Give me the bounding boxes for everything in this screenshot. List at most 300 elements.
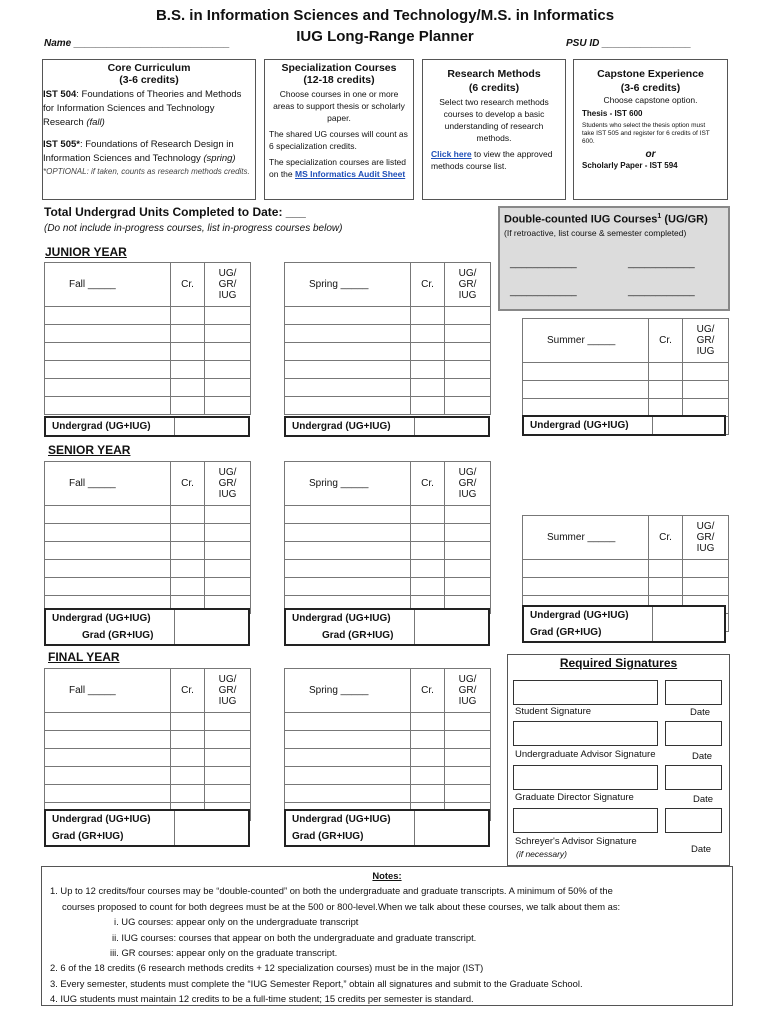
course-cell[interactable] <box>285 749 411 767</box>
credit-cell[interactable] <box>649 399 683 417</box>
level-cell[interactable] <box>683 399 729 417</box>
capstone-choose: Choose capstone option. <box>603 95 698 105</box>
capstone-thesis-note: Students who select the thesis option must take IST 505 and register for 6 credits of IST 600. <box>582 122 710 145</box>
credit-cell[interactable] <box>411 542 445 560</box>
credit-cell[interactable] <box>411 343 445 361</box>
total-undergrad-units[interactable]: Total Undergrad Units Completed to Date: ___ <box>44 205 306 219</box>
ist505-text: : Foundations of Research Design in Information Sciences and Technology <box>43 139 234 164</box>
course-cell[interactable] <box>285 307 411 325</box>
capstone-title: Capstone Experience <box>597 68 704 80</box>
level-cell[interactable] <box>683 363 729 381</box>
grad-total-value[interactable] <box>174 828 250 845</box>
level-cell[interactable] <box>205 560 251 578</box>
grad-director-signature-label: Graduate Director Signature <box>515 792 634 803</box>
junior-fall-cr-header: Cr. <box>171 263 205 307</box>
level-cell[interactable] <box>445 785 491 803</box>
student-date-label: Date <box>690 707 711 718</box>
credit-cell[interactable] <box>171 397 205 415</box>
undergrad-total-value[interactable] <box>174 610 250 627</box>
level-cell[interactable] <box>445 560 491 578</box>
undergrad-total-label: Undergrad (UG+IUG) <box>52 613 151 624</box>
course-cell[interactable] <box>285 560 411 578</box>
course-cell[interactable] <box>45 506 171 524</box>
credit-cell[interactable] <box>411 506 445 524</box>
final-fall-table <box>44 668 251 821</box>
schreyer-signature-field[interactable] <box>513 808 658 833</box>
level-cell[interactable] <box>205 524 251 542</box>
course-row <box>285 307 491 325</box>
double-title-text: Double-counted IUG Courses <box>504 213 658 226</box>
credit-cell[interactable] <box>171 343 205 361</box>
course-row <box>285 379 491 397</box>
ug-advisor-date-label: Date <box>692 751 713 762</box>
course-row <box>523 363 729 381</box>
course-row <box>45 731 251 749</box>
core-curriculum-box <box>42 59 256 200</box>
core-title: Core Curriculum <box>107 62 191 74</box>
credit-cell[interactable] <box>171 767 205 785</box>
level-cell[interactable] <box>445 578 491 596</box>
final-fall-cr-header: Cr. <box>171 669 205 713</box>
senior-spring-table <box>284 461 491 614</box>
double-blank-4[interactable]: ____________ <box>628 286 695 297</box>
course-cell[interactable] <box>285 506 411 524</box>
course-cell[interactable] <box>45 343 171 361</box>
level-cell[interactable] <box>205 713 251 731</box>
credit-cell[interactable] <box>171 785 205 803</box>
final-spring-grad-total <box>286 828 488 845</box>
course-cell[interactable] <box>285 524 411 542</box>
course-cell[interactable] <box>45 749 171 767</box>
senior-fall-level-header <box>205 462 251 506</box>
methods-list-link[interactable]: Click here <box>431 149 472 159</box>
level-cell[interactable] <box>205 397 251 415</box>
credit-cell[interactable] <box>649 363 683 381</box>
credit-cell[interactable] <box>411 397 445 415</box>
credit-cell[interactable] <box>411 731 445 749</box>
research-desc: Select two research methods courses to develop a basic understanding of research methods. <box>439 97 549 143</box>
course-row <box>45 397 251 415</box>
level-gr: GR/ <box>696 532 715 543</box>
ug-advisor-date-field[interactable] <box>665 721 722 746</box>
level-cell[interactable] <box>445 361 491 379</box>
spec-credits: (12-18 credits) <box>303 74 375 86</box>
grad-total-label: Grad (GR+IUG) <box>292 831 364 842</box>
level-cell[interactable] <box>445 325 491 343</box>
final-spring-undergrad-total <box>286 811 488 828</box>
level-ug: UG/ <box>458 467 477 478</box>
credit-cell[interactable] <box>411 361 445 379</box>
course-row <box>523 381 729 399</box>
level-gr: GR/ <box>218 685 237 696</box>
senior-summer-totals <box>522 605 726 643</box>
course-row <box>45 785 251 803</box>
grad-director-signature-field[interactable] <box>513 765 658 790</box>
undergrad-total-label: Undergrad (UG+IUG) <box>292 814 391 825</box>
course-row <box>45 524 251 542</box>
senior-summer-undergrad-total <box>524 607 724 624</box>
course-row <box>45 713 251 731</box>
credit-cell[interactable] <box>649 381 683 399</box>
senior-fall-table <box>44 461 251 614</box>
course-row <box>285 524 491 542</box>
course-row <box>45 578 251 596</box>
course-cell[interactable] <box>523 560 649 578</box>
credit-cell[interactable] <box>171 749 205 767</box>
credit-cell[interactable] <box>171 578 205 596</box>
schreyer-note: (if necessary) <box>516 849 568 859</box>
course-cell[interactable] <box>523 381 649 399</box>
ug-advisor-signature-label: Undergraduate Advisor Signature <box>515 749 656 760</box>
junior-fall-undergrad-total <box>46 418 248 435</box>
credit-cell[interactable] <box>411 767 445 785</box>
course-cell[interactable] <box>45 767 171 785</box>
level-iug: IUG <box>218 489 237 500</box>
level-cell[interactable] <box>205 578 251 596</box>
grad-total-value[interactable] <box>174 627 250 644</box>
student-signature-field[interactable] <box>513 680 658 705</box>
name-field[interactable]: Name ____________________________ <box>44 38 230 49</box>
research-methods-box <box>422 59 566 200</box>
spec-listed-text: The specialization courses are listed on the <box>269 157 407 179</box>
credit-cell[interactable] <box>171 506 205 524</box>
course-row <box>285 713 491 731</box>
spec-desc: Choose courses in one or more areas to support thesis or scholarly paper. <box>273 89 405 123</box>
course-cell[interactable] <box>285 379 411 397</box>
senior-summer-grad-total <box>524 624 724 641</box>
level-ug: UG/ <box>218 674 237 685</box>
student-date-field[interactable] <box>665 680 722 705</box>
ist504-term: (fall) <box>86 117 105 128</box>
course-row <box>285 325 491 343</box>
senior-fall-label: Fall _____ <box>45 462 171 506</box>
course-cell[interactable] <box>45 731 171 749</box>
senior-fall-grad-total <box>46 627 248 644</box>
credit-cell[interactable] <box>649 578 683 596</box>
level-cell[interactable] <box>683 381 729 399</box>
credit-cell[interactable] <box>171 307 205 325</box>
capstone-or: or <box>645 149 656 160</box>
course-cell[interactable] <box>285 785 411 803</box>
credit-cell[interactable] <box>171 524 205 542</box>
credit-cell[interactable] <box>171 560 205 578</box>
capstone-paper: Scholarly Paper - IST 594 <box>582 161 678 170</box>
course-cell[interactable] <box>45 325 171 343</box>
course-row <box>285 785 491 803</box>
level-cell[interactable] <box>683 560 729 578</box>
level-gr: GR/ <box>218 279 237 290</box>
senior-spring-level-header <box>445 462 491 506</box>
junior-fall-level-header <box>205 263 251 307</box>
note-1: 1. Up to 12 credits/four courses may be “double-counted” on both the undergraduate and graduate transcripts. A minimum of 50% of the <box>50 885 613 897</box>
level-gr: GR/ <box>218 478 237 489</box>
course-row <box>285 767 491 785</box>
senior-summer-level-header <box>683 516 729 560</box>
spec-listed <box>265 154 413 182</box>
grad-director-date-label: Date <box>693 794 714 805</box>
level-cell[interactable] <box>445 397 491 415</box>
level-iug: IUG <box>458 489 477 500</box>
credit-cell[interactable] <box>411 713 445 731</box>
ist504-text: : Foundations of Theories and Methods for Information Sciences and Technology Research <box>43 89 242 128</box>
course-cell[interactable] <box>285 542 411 560</box>
course-row <box>523 578 729 596</box>
final-fall-level-header <box>205 669 251 713</box>
grad-total-label: Grad (GR+IUG) <box>530 627 602 638</box>
final-fall-grad-total <box>46 828 248 845</box>
undergrad-total-value[interactable] <box>174 811 250 828</box>
research-link-text: to view the approved methods course list. <box>431 149 553 171</box>
course-cell[interactable] <box>523 399 649 417</box>
credit-cell[interactable] <box>411 560 445 578</box>
junior-year-heading: JUNIOR YEAR <box>45 245 127 259</box>
junior-summer-label: Summer _____ <box>523 319 649 363</box>
grad-total-label: Grad (GR+IUG) <box>52 831 124 842</box>
level-cell[interactable] <box>205 343 251 361</box>
junior-spring-undergrad-total <box>286 418 488 435</box>
final-fall-undergrad-total <box>46 811 248 828</box>
junior-spring-cr-header: Cr. <box>411 263 445 307</box>
level-iug: IUG <box>458 696 477 707</box>
course-cell[interactable] <box>285 767 411 785</box>
level-iug: IUG <box>218 290 237 301</box>
capstone-thesis: Thesis - IST 600 <box>582 109 643 118</box>
note-1-i: i. UG courses: appear only on the undergraduate transcript <box>114 916 359 928</box>
course-cell[interactable] <box>285 343 411 361</box>
course-row <box>523 399 729 417</box>
page-subtitle: IUG Long-Range Planner <box>296 28 474 45</box>
note-3: 3. Every semester, students must complete the “IUG Semester Report,” obtain all signatures and submit to the Graduate School. <box>50 977 583 989</box>
level-cell[interactable] <box>205 379 251 397</box>
final-spring-level-header <box>445 669 491 713</box>
level-cell[interactable] <box>445 506 491 524</box>
level-cell[interactable] <box>445 767 491 785</box>
student-signature-label: Student Signature <box>515 706 592 717</box>
course-cell[interactable] <box>45 379 171 397</box>
capstone-box <box>573 59 728 200</box>
schreyer-signature-label: Schreyer's Advisor Signature <box>515 836 637 847</box>
credit-cell[interactable] <box>411 325 445 343</box>
ug-advisor-signature-field[interactable] <box>513 721 658 746</box>
level-iug: IUG <box>218 696 237 707</box>
undergrad-total-label: Undergrad (UG+IUG) <box>292 421 391 432</box>
schreyer-date-field[interactable] <box>665 808 722 833</box>
credit-cell[interactable] <box>171 379 205 397</box>
ist504-entry <box>43 88 255 130</box>
page-title: B.S. in Information Sciences and Technology/M.S. in Informatics <box>155 7 615 24</box>
junior-summer-undergrad-total <box>524 417 724 434</box>
course-cell[interactable] <box>285 731 411 749</box>
final-spring-cr-header: Cr. <box>411 669 445 713</box>
level-cell[interactable] <box>205 307 251 325</box>
notes-title: Notes: <box>372 870 402 881</box>
course-row <box>45 767 251 785</box>
senior-spring-undergrad-total <box>286 610 488 627</box>
course-cell[interactable] <box>45 560 171 578</box>
course-cell[interactable] <box>45 307 171 325</box>
level-cell[interactable] <box>445 713 491 731</box>
spec-title: Specialization Courses <box>281 62 397 74</box>
junior-summer-cr-header: Cr. <box>649 319 683 363</box>
grad-total-label: Grad (GR+IUG) <box>82 630 154 641</box>
undergrad-total-value[interactable] <box>414 811 490 828</box>
note-1-ii: ii. IUG courses: courses that appear on both the undergraduate and graduate transcript. <box>112 931 477 943</box>
senior-fall-totals <box>44 608 250 646</box>
note-1-iii: iii. GR courses: appear only on the graduate transcript. <box>110 947 338 959</box>
level-cell[interactable] <box>445 749 491 767</box>
undergrad-total-label: Undergrad (UG+IUG) <box>530 610 629 621</box>
credit-cell[interactable] <box>411 307 445 325</box>
course-cell[interactable] <box>523 578 649 596</box>
final-spring-totals <box>284 809 490 847</box>
senior-fall-cr-header: Cr. <box>171 462 205 506</box>
junior-spring-table <box>284 262 491 415</box>
final-fall-label: Fall _____ <box>45 669 171 713</box>
course-row <box>45 307 251 325</box>
course-row <box>45 506 251 524</box>
course-cell[interactable] <box>45 542 171 560</box>
undergrad-total-label: Undergrad (UG+IUG) <box>292 613 391 624</box>
ist504-code: IST 504 <box>43 89 77 100</box>
level-cell[interactable] <box>445 343 491 361</box>
junior-summer-level-header <box>683 319 729 363</box>
course-row <box>45 343 251 361</box>
course-row <box>45 379 251 397</box>
course-cell[interactable] <box>45 785 171 803</box>
double-sub: (If retroactive, list course & semester completed) <box>504 227 687 238</box>
credit-cell[interactable] <box>411 749 445 767</box>
credit-cell[interactable] <box>171 361 205 379</box>
grad-total-value[interactable] <box>652 624 728 641</box>
ist505-term: (spring) <box>203 153 236 164</box>
level-cell[interactable] <box>205 749 251 767</box>
level-ug: UG/ <box>696 521 715 532</box>
specialization-box <box>264 59 414 200</box>
level-ug: UG/ <box>696 324 715 335</box>
undergrad-total-label: Undergrad (UG+IUG) <box>530 420 629 431</box>
final-fall-totals <box>44 809 250 847</box>
junior-summer-totals <box>522 415 726 436</box>
course-cell[interactable] <box>45 361 171 379</box>
level-cell[interactable] <box>683 578 729 596</box>
course-cell[interactable] <box>285 578 411 596</box>
research-title: Research Methods <box>447 68 541 80</box>
credit-cell[interactable] <box>411 524 445 542</box>
double-blank-3[interactable]: ____________ <box>510 286 577 297</box>
level-gr: GR/ <box>458 685 477 696</box>
course-row <box>285 578 491 596</box>
level-cell[interactable] <box>205 325 251 343</box>
undergrad-total-label: Undergrad (UG+IUG) <box>52 814 151 825</box>
level-ug: UG/ <box>458 268 477 279</box>
level-ug: UG/ <box>218 467 237 478</box>
senior-spring-cr-header: Cr. <box>411 462 445 506</box>
level-cell[interactable] <box>445 731 491 749</box>
undergrad-total-value[interactable] <box>174 418 250 435</box>
junior-spring-level-header <box>445 263 491 307</box>
course-row <box>285 361 491 379</box>
course-cell[interactable] <box>45 397 171 415</box>
notes-box <box>41 866 733 1006</box>
level-cell[interactable] <box>205 542 251 560</box>
course-cell[interactable] <box>285 397 411 415</box>
credit-cell[interactable] <box>411 785 445 803</box>
credit-cell[interactable] <box>411 578 445 596</box>
course-row <box>285 506 491 524</box>
psu-id-field[interactable]: PSU ID ________________ <box>566 38 692 49</box>
ms-audit-sheet-link[interactable]: MS Informatics Audit Sheet <box>295 169 406 179</box>
course-cell[interactable] <box>45 578 171 596</box>
final-spring-label: Spring _____ <box>285 669 411 713</box>
note-4: 4. IUG students must maintain 12 credits to be a full-time student; 15 credits per semester is standard. <box>50 993 474 1005</box>
undergrad-total-value[interactable] <box>414 610 490 627</box>
course-cell[interactable] <box>45 713 171 731</box>
grad-total-value[interactable] <box>414 627 490 644</box>
double-title-post: (UG/GR) <box>661 213 708 226</box>
level-cell[interactable] <box>205 361 251 379</box>
final-spring-table <box>284 668 491 821</box>
senior-spring-label: Spring _____ <box>285 462 411 506</box>
credit-cell[interactable] <box>411 379 445 397</box>
capstone-credits: (3-6 credits) <box>620 82 681 94</box>
junior-fall-label: Fall _____ <box>45 263 171 307</box>
level-cell[interactable] <box>445 307 491 325</box>
grad-director-date-field[interactable] <box>665 765 722 790</box>
course-row <box>523 560 729 578</box>
course-cell[interactable] <box>45 524 171 542</box>
level-cell[interactable] <box>445 542 491 560</box>
undergrad-total-value[interactable] <box>652 607 728 624</box>
final-year-heading: FINAL YEAR <box>48 650 120 664</box>
junior-fall-totals <box>44 416 250 437</box>
course-cell[interactable] <box>285 325 411 343</box>
course-row <box>285 749 491 767</box>
course-row <box>45 560 251 578</box>
spec-shared: The shared UG courses will count as 6 specialization credits. <box>269 129 408 151</box>
level-cell[interactable] <box>445 524 491 542</box>
credit-cell[interactable] <box>171 542 205 560</box>
level-cell[interactable] <box>205 785 251 803</box>
credit-cell[interactable] <box>171 731 205 749</box>
course-row <box>285 397 491 415</box>
level-cell[interactable] <box>205 506 251 524</box>
credit-cell[interactable] <box>171 713 205 731</box>
research-credits: (6 credits) <box>468 82 520 94</box>
level-cell[interactable] <box>445 379 491 397</box>
course-cell[interactable] <box>523 363 649 381</box>
course-row <box>45 749 251 767</box>
double-blank-2[interactable]: ____________ <box>628 258 695 269</box>
undergrad-total-label: Undergrad (UG+IUG) <box>52 421 151 432</box>
credit-cell[interactable] <box>649 560 683 578</box>
level-gr: GR/ <box>458 279 477 290</box>
course-cell[interactable] <box>285 361 411 379</box>
senior-year-heading: SENIOR YEAR <box>48 443 131 457</box>
double-blank-1[interactable]: ____________ <box>510 258 577 269</box>
course-cell[interactable] <box>285 713 411 731</box>
grad-total-value[interactable] <box>414 828 490 845</box>
undergrad-total-value[interactable] <box>414 418 490 435</box>
level-cell[interactable] <box>205 731 251 749</box>
level-cell[interactable] <box>205 767 251 785</box>
grad-total-label: Grad (GR+IUG) <box>322 630 394 641</box>
level-ug: UG/ <box>218 268 237 279</box>
note-1-cont: courses proposed to count for both degrees must be at the 500 or 800-level.When we talk about these courses, we talk about them as: <box>62 900 621 912</box>
senior-spring-totals <box>284 608 490 646</box>
undergrad-total-value[interactable] <box>652 417 728 434</box>
credit-cell[interactable] <box>171 325 205 343</box>
course-row <box>285 731 491 749</box>
